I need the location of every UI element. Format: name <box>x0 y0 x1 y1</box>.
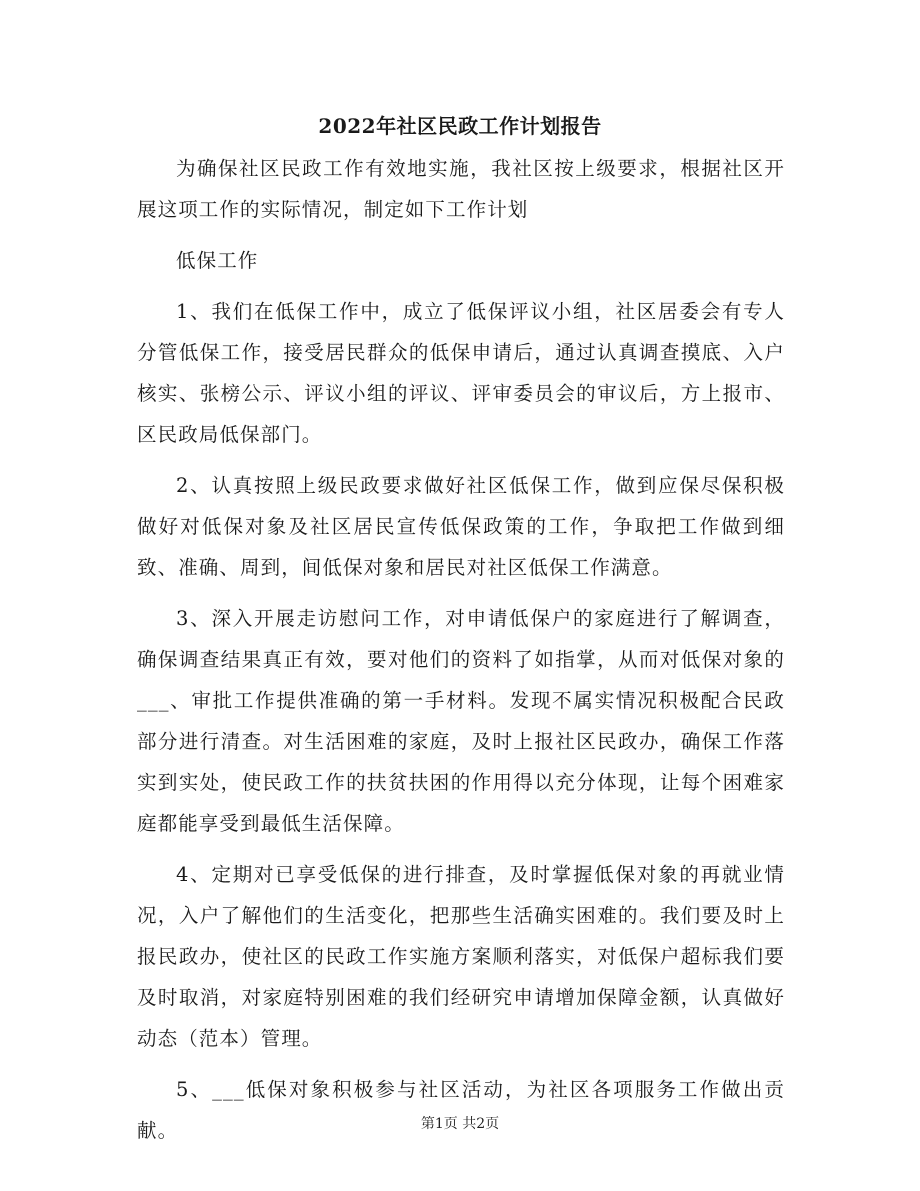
page-title: 2022年社区民政工作计划报告 <box>318 114 602 138</box>
paragraph-item-1: 1、我们在低保工作中，成立了低保评议小组，社区居委会有专人分管低保工作，接受居民群众的低保申请后，通过认真调查摸底、入户核实、张榜公示、评议小组的评议、评审委员会的审议后，方上报市、区民政局低保部门。 <box>137 300 785 446</box>
paragraph-item-3: 3、深入开展走访慰问工作，对申请低保户的家庭进行了解调查，确保调查结果真正有效，要对他们的资料了如指掌，从而对低保对象的___、审批工作提供准确的第一手材料。发现不属实情况积极配合民政部分进行清查。对生活困难的家庭，及时上报社区民政办，确保工作落实到实处，使民政工作的扶贫扶困的作用得以充分体现，让每个困难家庭都能享受到最低生活保障。 <box>137 607 785 835</box>
section-heading-dibao: 低保工作 <box>176 249 259 272</box>
paragraph-intro: 为确保社区民政工作有效地实施，我社区按上级要求，根据社区开展这项工作的实际情况，制定如下工作计划 <box>137 157 785 221</box>
paragraph-item-2: 2、认真按照上级民政要求做好社区低保工作，做到应保尽保积极做好对低保对象及社区居民宣传低保政策的工作，争取把工作做到细致、准确、周到，间低保对象和居民对社区低保工作满意。 <box>137 474 785 579</box>
page-number-footer: 第1页 共2页 <box>420 1116 500 1132</box>
document-body <box>137 148 785 1161</box>
paragraph-item-5: 5、___低保对象积极参与社区活动，为社区各项服务工作做出贡献。 <box>137 1078 785 1142</box>
paragraph-item-4: 4、定期对已享受低保的进行排查，及时掌握低保对象的再就业情况，入户了解他们的生活变化，把那些生活确实困难的。我们要及时上报民政办，使社区的民政工作实施方案顺利落实，对低保户超标我们要及时取消，对家庭特别困难的我们经研究申请增加保障金额，认真做好动态（范本）管理。 <box>137 863 785 1050</box>
